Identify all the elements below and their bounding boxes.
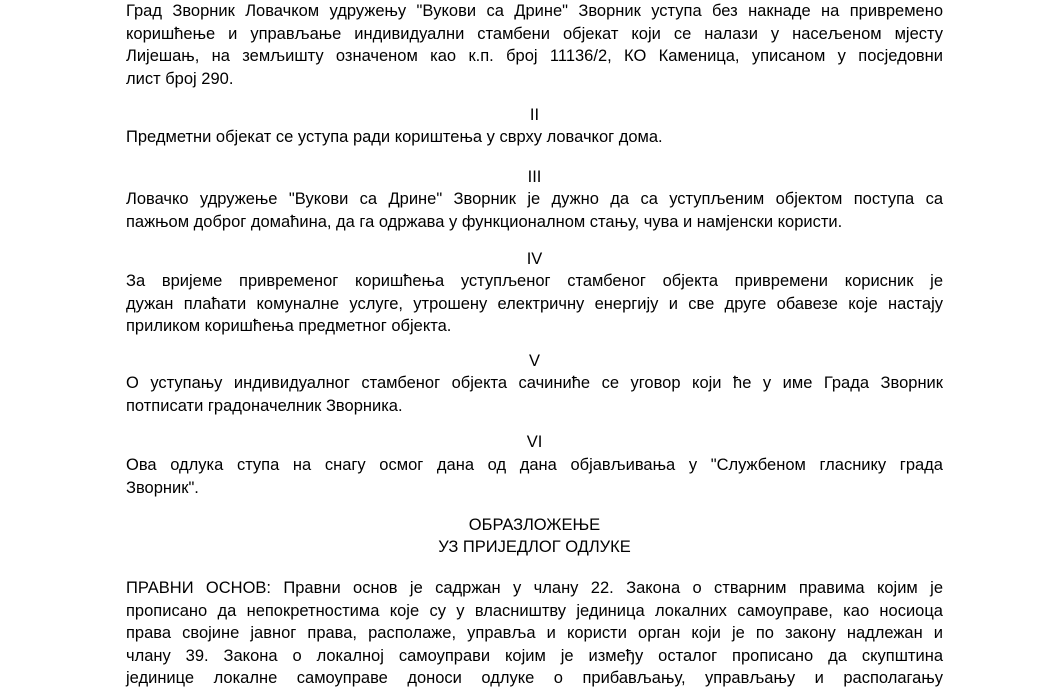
- text-line: дужан плаћати комуналне услуге, утрошену електричну енергију и све друге обавезе које настају: [126, 294, 943, 313]
- section-vi-paragraph: [126, 454, 943, 499]
- section-number-vi: VI: [526, 433, 543, 451]
- text-line: прописано да непокретностима које су у власништву јединица локалних самоуправе, као носиоца: [126, 601, 943, 620]
- text-line: Предметни објекат се уступа ради кориштења у сврху ловачког дома.: [126, 128, 663, 146]
- text-line: За вријеме привременог коришћења уступљеног стамбеног објекта привремени корисник је: [126, 272, 943, 290]
- section-v-paragraph: [126, 372, 943, 417]
- section-iv-paragraph: [126, 270, 943, 338]
- text-line: Ова одлука ступа на снагу осмог дана од дана објављивања у "Службеном гласнику града: [126, 456, 943, 474]
- text-line: Ловачко удружење "Вукови са Дрине" Зворник је дужно да са уступљеним објектом поступа са: [126, 190, 943, 208]
- legal-basis-paragraph: [126, 577, 943, 690]
- text-line: потписати градоначелник Зворника.: [126, 396, 403, 415]
- explanation-subtitle: УЗ ПРИЈЕДЛОГ ОДЛУКЕ: [438, 538, 631, 556]
- explanation-title: ОБРАЗЛОЖЕЊЕ: [468, 516, 601, 534]
- section-number-iv: IV: [526, 250, 543, 268]
- text-line: пажњом доброг домаћина, да га одржава у функционалном стању, чува и намјенски користи.: [126, 212, 843, 231]
- text-line: Град Зворник Ловачком удружењу "Вукови са Дрине" Зворник уступа без накнаде на привремено: [126, 2, 943, 20]
- text-line: лист број 290.: [126, 69, 234, 88]
- text-line: коришћење и управљање индивидуални стамбени објекат који се налази у насељеном мјесту: [126, 24, 943, 43]
- text-line: права својине јавног права, располаже, управља и користи орган који је по закону надлежан и: [126, 624, 943, 642]
- text-line: приликом коришћења предметног објекта.: [126, 317, 452, 335]
- intro-paragraph: [126, 0, 943, 90]
- section-number-ii: II: [529, 106, 540, 124]
- text-line: О уступању индивидуалног стамбеног објекта сачиниће се уговор који ће у име Града Зворник: [126, 374, 943, 392]
- section-number-v: V: [528, 352, 540, 370]
- section-ii-paragraph: [126, 126, 943, 149]
- text-line: ПРАВНИ ОСНОВ: Правни основ је садржан у члану 22. Закона о стварним правима којим је: [126, 579, 943, 597]
- text-line: Лијешањ, на земљишту означеном као к.п. број 11136/2, КО Каменица, уписаном у посједовни: [126, 47, 943, 65]
- section-iii-paragraph: [126, 188, 943, 233]
- text-line: Зворник".: [126, 478, 199, 497]
- section-number-iii: III: [527, 168, 542, 186]
- text-line: јединице локалне самоуправе доноси одлуке о прибављању, управљању и располагању: [126, 669, 943, 687]
- text-line: члану 39. Закона о локалној самоуправи којим је између осталог прописано да скупштина: [126, 646, 943, 665]
